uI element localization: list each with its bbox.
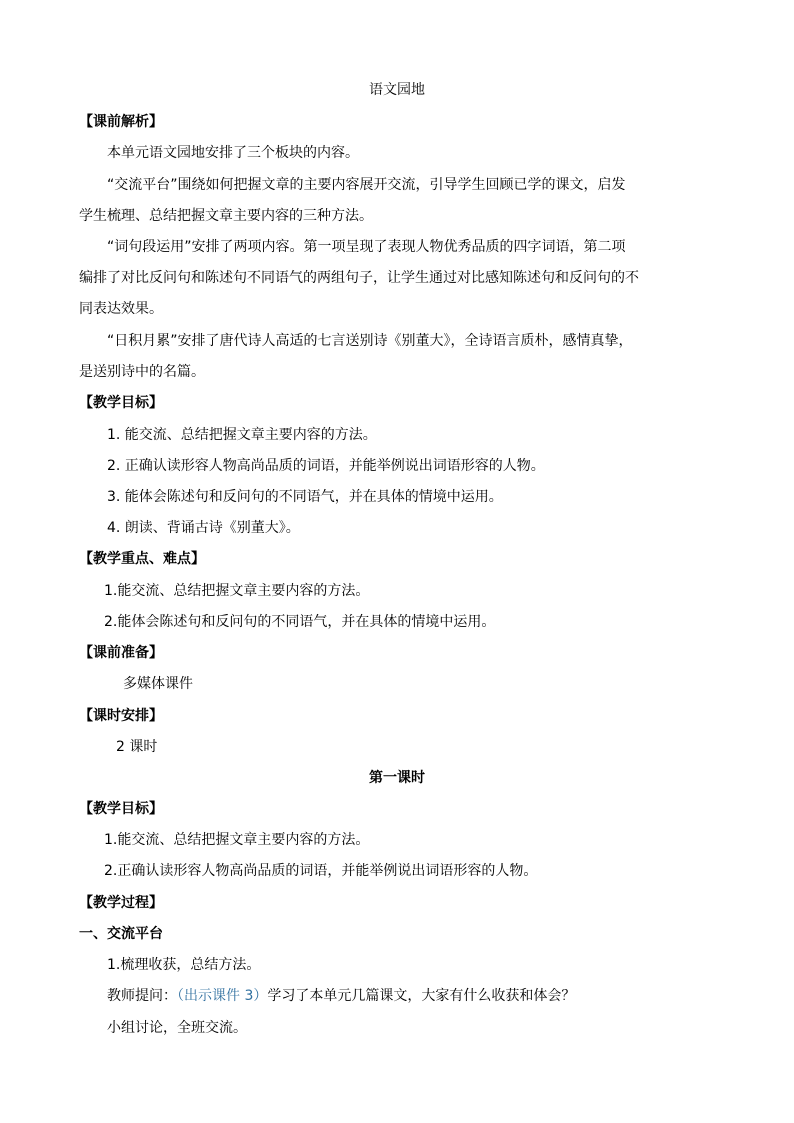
list-item: 1. 能交流、总结把握文章主要内容的方法。 xyxy=(107,427,377,443)
paragraph-text: 同表达效果。 xyxy=(79,301,163,317)
lesson-title: 第一课时 xyxy=(369,770,425,786)
heading-schedule: 【课时安排】 xyxy=(79,708,163,724)
paragraph-text: 本单元语文园地安排了三个板块的内容。 xyxy=(107,145,359,161)
paragraph-text: 小组讨论，全班交流。 xyxy=(107,1020,247,1036)
teacher-question xyxy=(107,986,575,1006)
heading-key-points: 【教学重点、难点】 xyxy=(79,551,205,567)
section-heading: 一、交流平台 xyxy=(79,926,163,942)
heading-lesson-goals: 【教学目标】 xyxy=(79,801,163,817)
heading-pre-analysis: 【课前解析】 xyxy=(79,114,163,130)
teacher-prefix: 教师提问： xyxy=(107,988,177,1004)
teacher-suffix: 学习了本单元几篇课文，大家有什么收获和体会？ xyxy=(267,988,576,1004)
list-item: 2.能体会陈述句和反问句的不同语气，并在具体的情境中运用。 xyxy=(104,614,496,630)
paragraph-text: 编排了对比反问句和陈述句不同语气的两组句子，让学生通过对比感知陈述句和反问句的不 xyxy=(79,270,639,286)
paragraph-text: “词句段运用”安排了两项内容。第一项呈现了表现人物优秀品质的四字词语，第二项 xyxy=(107,239,626,255)
heading-process: 【教学过程】 xyxy=(79,895,163,911)
list-item: 1.能交流、总结把握文章主要内容的方法。 xyxy=(104,583,370,599)
paragraph-text: 学生梳理、总结把握文章主要内容的三种方法。 xyxy=(79,208,373,224)
paragraph-text: “日积月累”安排了唐代诗人高适的七言送别诗《别董大》，全诗语言质朴，感情真挚， xyxy=(107,333,633,349)
heading-goals: 【教学目标】 xyxy=(79,395,163,411)
list-item: 1.能交流、总结把握文章主要内容的方法。 xyxy=(104,832,370,848)
paragraph-text: “交流平台”围绕如何把握文章的主要内容展开交流，引导学生回顾已学的课文，启发 xyxy=(107,177,626,193)
schedule-text: 2 课时 xyxy=(116,739,158,755)
preparation-text: 多媒体课件 xyxy=(123,676,193,692)
courseware-link[interactable]: （出示课件 3） xyxy=(177,988,268,1004)
list-item: 2. 正确认读形容人物高尚品质的词语，并能举例说出词语形容的人物。 xyxy=(107,458,545,474)
heading-preparation: 【课前准备】 xyxy=(79,645,163,661)
list-item: 2.正确认读形容人物高尚品质的词语，并能举例说出词语形容的人物。 xyxy=(104,863,538,879)
document-title: 语文园地 xyxy=(369,82,425,98)
paragraph-text: 是送别诗中的名篇。 xyxy=(79,364,205,380)
step-text: 1.梳理收获，总结方法。 xyxy=(107,957,261,973)
list-item: 4. 朗读、背诵古诗《别董大》。 xyxy=(107,520,300,536)
list-item: 3. 能体会陈述句和反问句的不同语气，并在具体的情境中运用。 xyxy=(107,489,503,505)
